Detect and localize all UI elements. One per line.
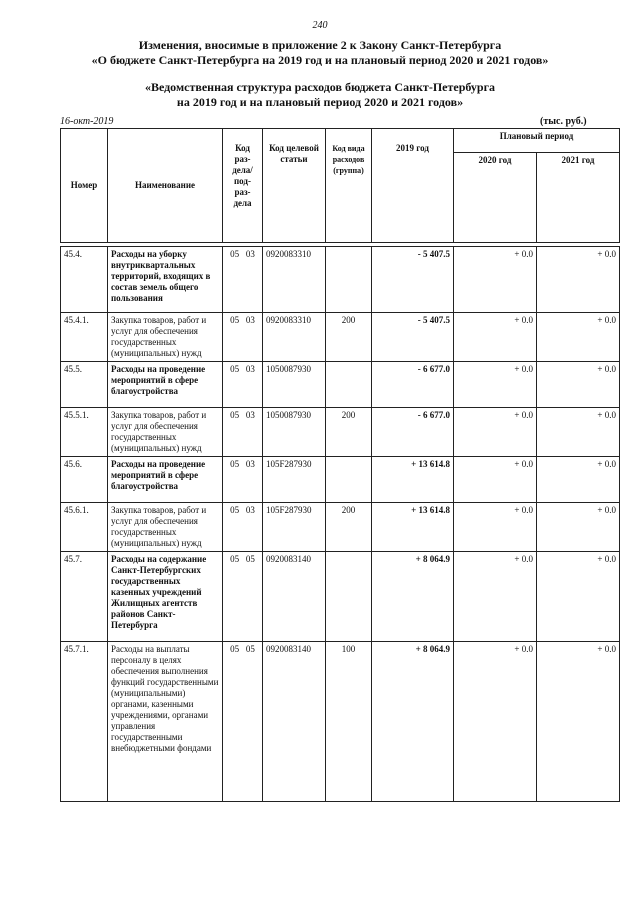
row-section-code: 05 05 — [223, 552, 263, 642]
row-target-code: 105F287930 — [263, 503, 326, 552]
row-value-2021: + 0.0 — [537, 362, 620, 408]
row-value-2020: + 0.0 — [454, 503, 537, 552]
table-row — [61, 457, 620, 503]
row-number: 45.6. — [61, 457, 108, 503]
row-value-2019: - 6 677.0 — [372, 362, 454, 408]
row-value-2021: + 0.0 — [537, 457, 620, 503]
row-target-code: 0920083310 — [263, 313, 326, 362]
row-section-code: 05 03 — [223, 503, 263, 552]
row-number: 45.7.1. — [61, 642, 108, 802]
col-target: Код целевой статьи — [263, 129, 326, 243]
row-name: Закупка товаров, работ и услуг для обеспечения государственных (муниципальных) нужд — [108, 313, 223, 362]
row-value-2020: + 0.0 — [454, 408, 537, 457]
row-value-2020: + 0.0 — [454, 552, 537, 642]
row-target-code: 1050087930 — [263, 408, 326, 457]
row-value-2021: + 0.0 — [537, 408, 620, 457]
row-value-2021: + 0.0 — [537, 503, 620, 552]
table-body — [61, 247, 620, 802]
row-value-2020: + 0.0 — [454, 642, 537, 802]
col-2020: 2020 год — [454, 153, 537, 243]
row-value-2021: + 0.0 — [537, 313, 620, 362]
col-name: Наименование — [108, 129, 223, 243]
doc-subtitle-line-2: на 2019 год и на плановый период 2020 и 2021 годов» — [176, 95, 464, 109]
row-value-2019: - 5 407.5 — [372, 247, 454, 313]
row-section-code: 05 05 — [223, 642, 263, 802]
row-name: Закупка товаров, работ и услуг для обеспечения государственных (муниципальных) нужд — [108, 503, 223, 552]
row-type-code: 200 — [326, 503, 372, 552]
row-name: Расходы на выплаты персоналу в целях обеспечения выполнения функций государственными (муниципальными) органами, казенными учреждениями, органами управления государственными внебюджетными фондами — [108, 642, 223, 802]
row-name: Расходы на проведение мероприятий в сфере благоустройства — [108, 457, 223, 503]
table-row — [61, 362, 620, 408]
row-number: 45.5. — [61, 362, 108, 408]
row-number: 45.4.1. — [61, 313, 108, 362]
table-row — [61, 313, 620, 362]
table-header — [61, 129, 620, 247]
table-row — [61, 247, 620, 313]
row-type-code — [326, 362, 372, 408]
row-section-code: 05 03 — [223, 408, 263, 457]
doc-subtitle-line-1: «Ведомственная структура расходов бюджета Санкт-Петербурга — [144, 80, 496, 94]
doc-title-line-1: Изменения, вносимые в приложение 2 к Закону Санкт-Петербурга — [138, 38, 502, 52]
row-target-code: 1050087930 — [263, 362, 326, 408]
budget-table — [60, 128, 620, 802]
doc-title-line-2: «О бюджете Санкт-Петербурга на 2019 год и на плановый период 2020 и 2021 годов» — [91, 53, 549, 67]
document-date: 16-окт-2019 — [60, 116, 114, 127]
row-number: 45.4. — [61, 247, 108, 313]
table-row — [61, 408, 620, 457]
row-target-code: 105F287930 — [263, 457, 326, 503]
col-type: Код вида расходов (группа) — [326, 129, 372, 243]
row-number: 45.6.1. — [61, 503, 108, 552]
row-value-2020: + 0.0 — [454, 457, 537, 503]
col-2019: 2019 год — [372, 129, 454, 243]
table-row — [61, 503, 620, 552]
row-type-code: 200 — [326, 313, 372, 362]
units-label: (тыс. руб.) — [540, 116, 587, 127]
row-value-2021: + 0.0 — [537, 552, 620, 642]
row-target-code: 0920083140 — [263, 642, 326, 802]
row-value-2021: + 0.0 — [537, 642, 620, 802]
row-name: Закупка товаров, работ и услуг для обеспечения государственных (муниципальных) нужд — [108, 408, 223, 457]
row-value-2020: + 0.0 — [454, 362, 537, 408]
row-name: Расходы на содержание Санкт-Петербургских государственных казенных учреждений Жилищных агентств районов Санкт-Петербурга — [108, 552, 223, 642]
row-name: Расходы на проведение мероприятий в сфере благоустройства — [108, 362, 223, 408]
col-number: Номер — [61, 129, 108, 243]
row-name: Расходы на уборку внутриквартальных территорий, входящих в состав земель общего пользования — [108, 247, 223, 313]
row-value-2019: + 13 614.8 — [372, 503, 454, 552]
row-value-2019: - 6 677.0 — [372, 408, 454, 457]
row-section-code: 05 03 — [223, 313, 263, 362]
row-value-2020: + 0.0 — [454, 247, 537, 313]
row-value-2019: + 13 614.8 — [372, 457, 454, 503]
col-2021: 2021 год — [537, 153, 620, 243]
row-section-code: 05 03 — [223, 362, 263, 408]
row-value-2019: + 8 064.9 — [372, 642, 454, 802]
row-value-2021: + 0.0 — [537, 247, 620, 313]
row-type-code: 100 — [326, 642, 372, 802]
row-value-2020: + 0.0 — [454, 313, 537, 362]
row-type-code — [326, 457, 372, 503]
row-section-code: 05 03 — [223, 457, 263, 503]
row-number: 45.5.1. — [61, 408, 108, 457]
row-target-code: 0920083310 — [263, 247, 326, 313]
row-type-code: 200 — [326, 408, 372, 457]
row-type-code — [326, 247, 372, 313]
row-section-code: 05 03 — [223, 247, 263, 313]
col-section: Код раз- дела/ под- раз- дела — [223, 129, 263, 243]
table-row — [61, 552, 620, 642]
row-number: 45.7. — [61, 552, 108, 642]
row-value-2019: + 8 064.9 — [372, 552, 454, 642]
row-target-code: 0920083140 — [263, 552, 326, 642]
row-value-2019: - 5 407.5 — [372, 313, 454, 362]
row-type-code — [326, 552, 372, 642]
table-row — [61, 642, 620, 802]
page-number: 240 — [312, 20, 328, 31]
col-planned: Плановый период — [454, 129, 620, 153]
